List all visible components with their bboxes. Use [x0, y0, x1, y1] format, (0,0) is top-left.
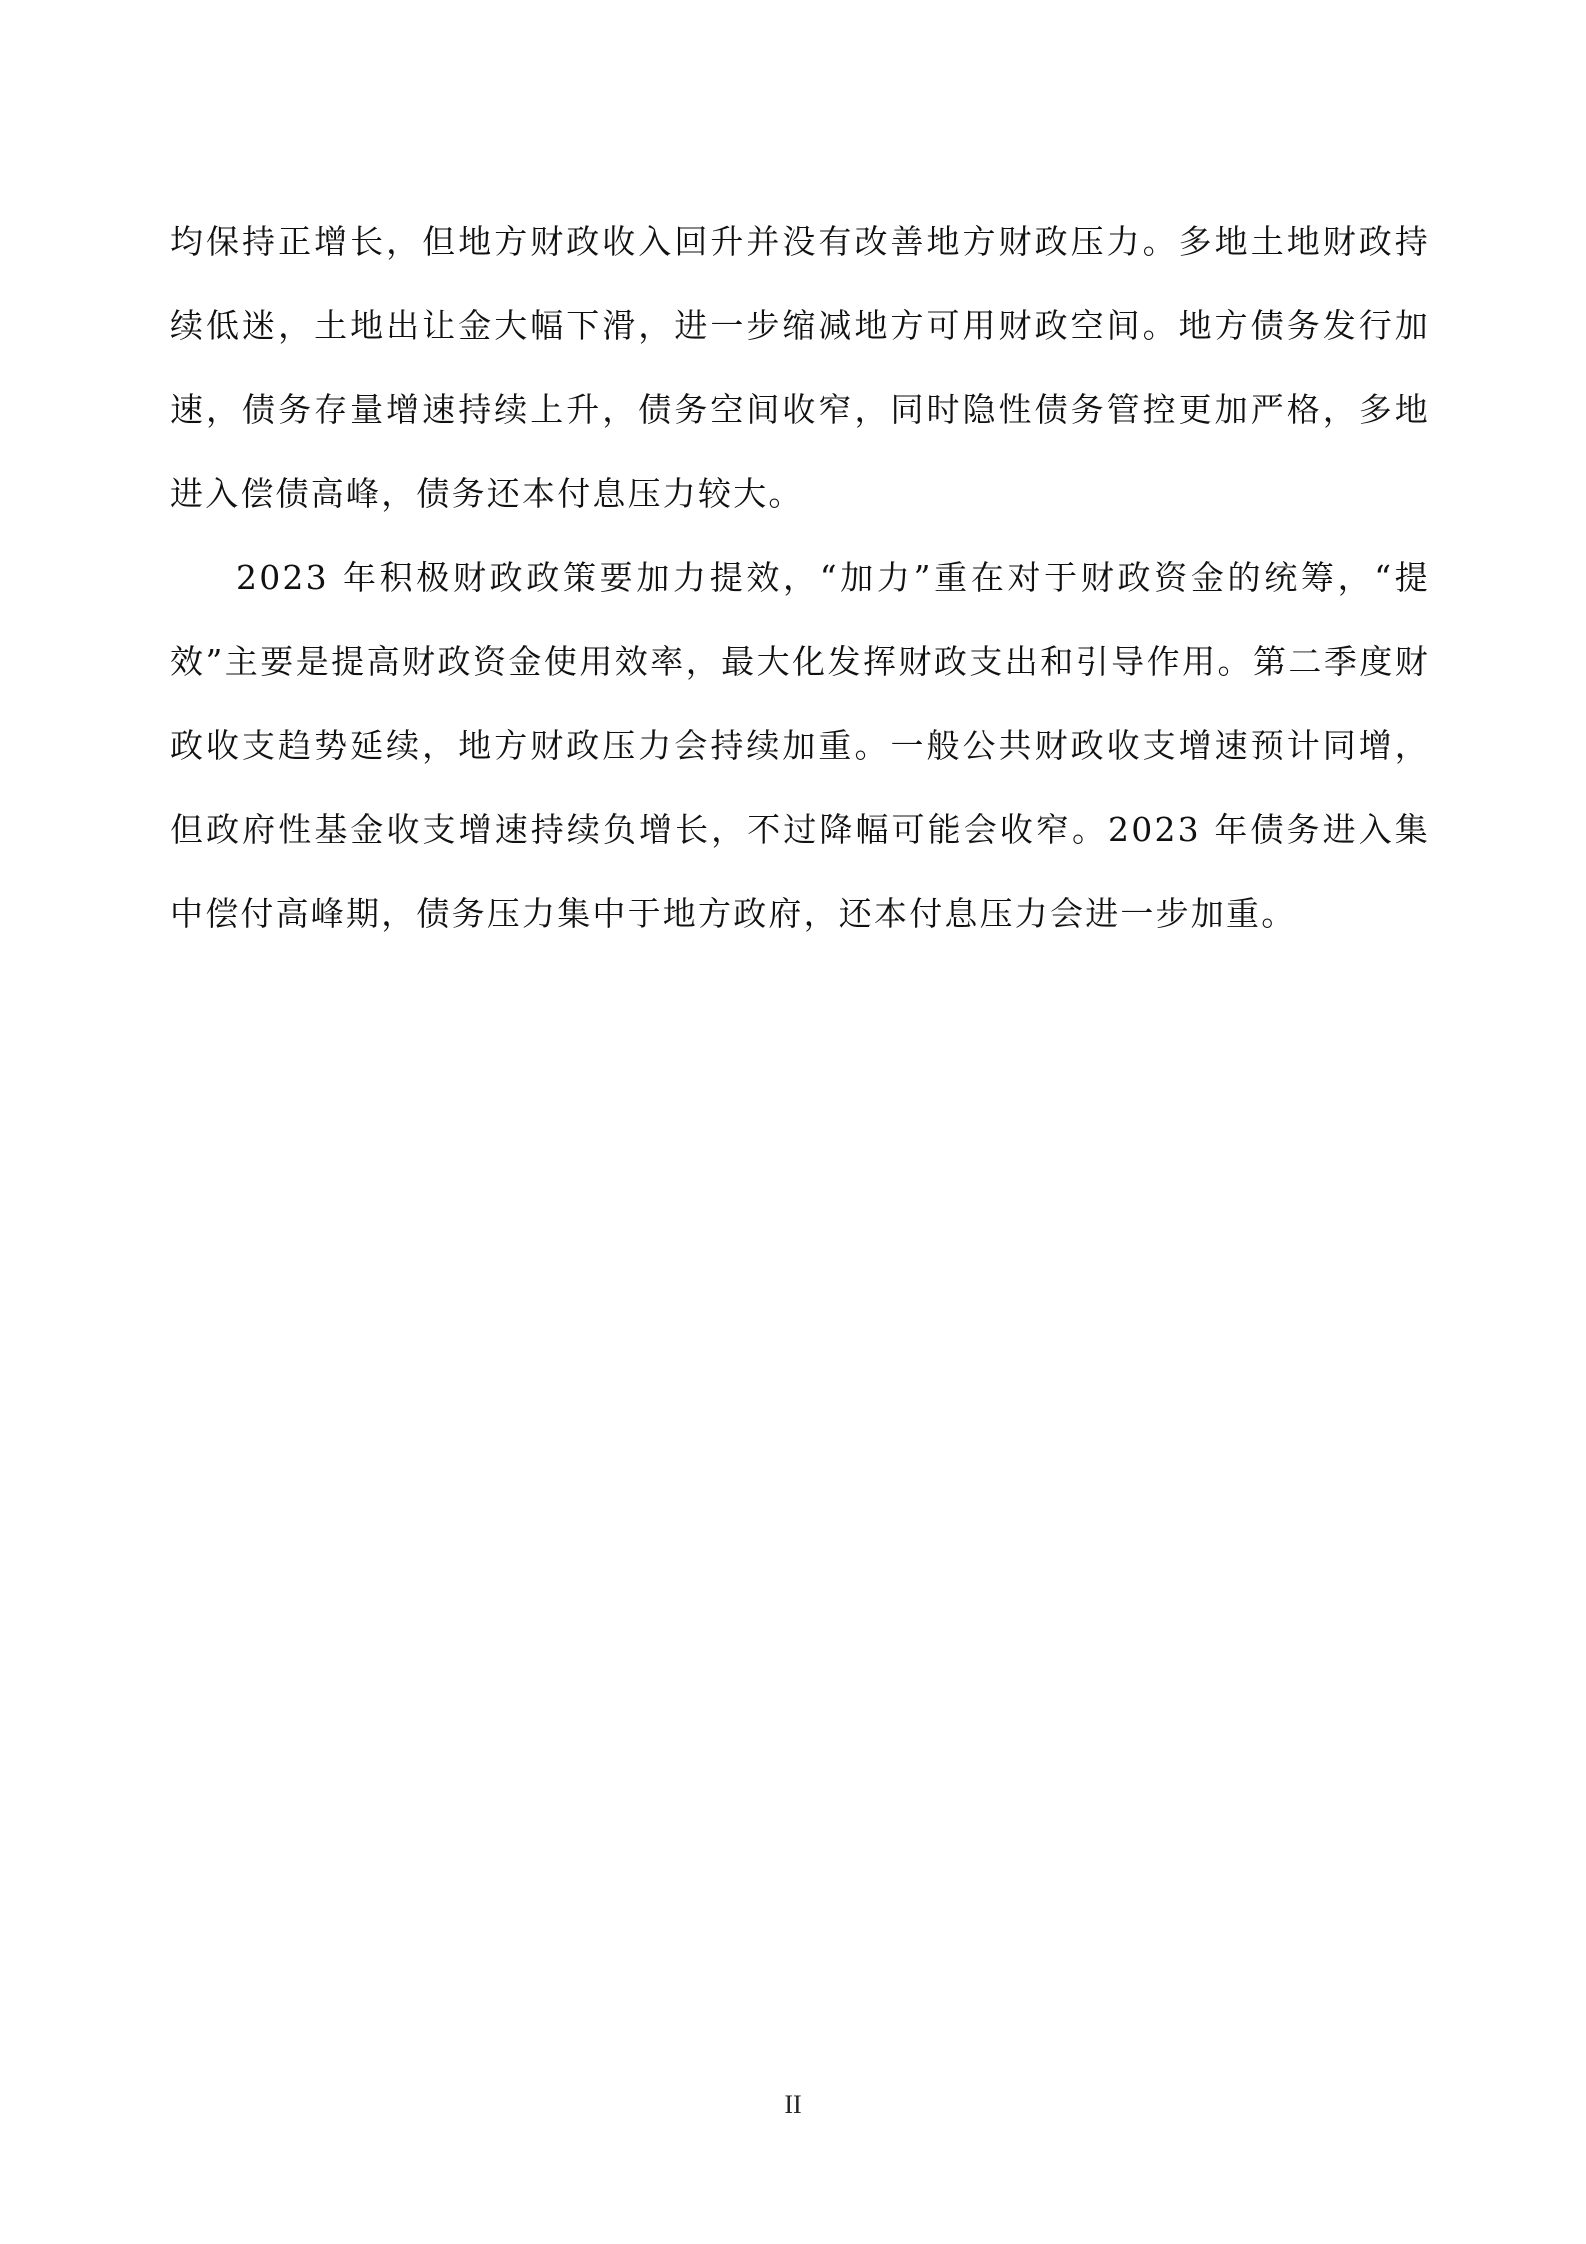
paragraph-2023-fiscal-policy: 2023 年积极财政政策要加力提效，“加力”重在对于财政资金的统筹，“提效”主要是提高财政资金使用效率，最大化发挥财政支出和引导作用。第二季度财政收支趋势延续，地方财政压力会持续加重。一般公共财政收支增速预计同增，但政府性基金收支增速持续负增长，不过降幅可能会收窄。2023 年债务进入集中偿付高峰期，债务压力集中于地方政府，还本付息压力会进一步加重。 — [170, 558, 1430, 933]
paragraph-continued: 均保持正增长，但地方财政收入回升并没有改善地方财政压力。多地土地财政持续低迷，土地出让金大幅下滑，进一步缩减地方可用财政空间。地方债务发行加速，债务存量增速持续上升，债务空间收窄，同时隐性债务管控更加严格，多地进入偿债高峰，债务还本付息压力较大。 — [170, 222, 1430, 513]
page-number: II — [784, 2090, 802, 2119]
document-body — [170, 200, 1430, 956]
